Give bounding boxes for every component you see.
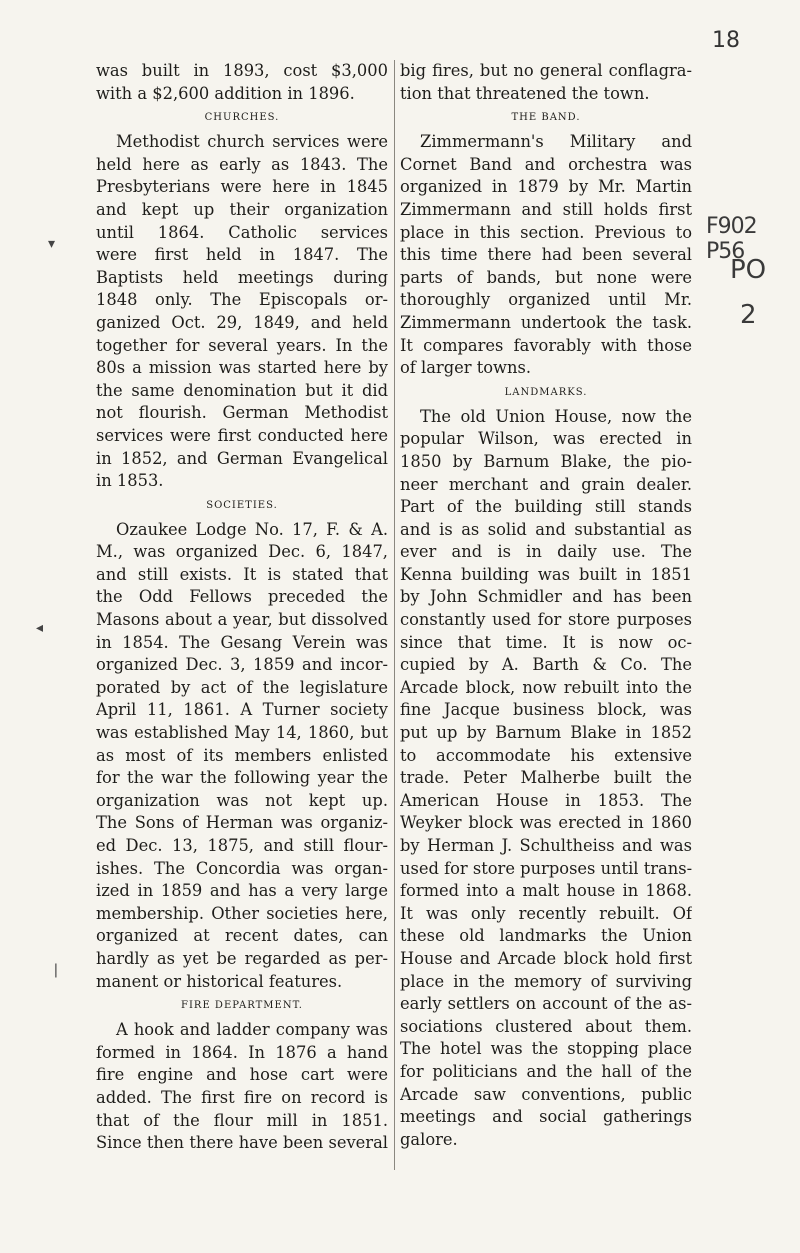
text-line: tion that threatened the town. (400, 83, 650, 103)
margin-note-po: PO (730, 255, 767, 285)
text-line: place in the memory of surviving (400, 971, 692, 991)
text-line: galore. (400, 1129, 458, 1149)
text-line: Part of the building still stands (400, 497, 692, 517)
text-line: for politicians and the hall of the (400, 1061, 692, 1081)
text-line: M., was organized Dec. 6, 1847, (96, 542, 388, 562)
text-line: Presbyterians were here in 1845 (96, 177, 388, 197)
text-line: added. The first fire on record is (96, 1087, 388, 1107)
text-line: 80s a mission was started here by (96, 358, 388, 378)
text-line: Zimmermann and still holds first (400, 199, 692, 219)
text-line: sociations clustered about them. (400, 1016, 692, 1036)
text-line: thoroughly organized until Mr. (400, 290, 692, 310)
column-divider (394, 60, 395, 1170)
band-paragraph (400, 131, 692, 380)
text-line: of larger towns. (400, 358, 532, 378)
churches-heading: CHURCHES. (204, 112, 280, 124)
text-line: trade. Peter Malherbe built the (400, 768, 692, 788)
text-line: manent or historical features. (96, 971, 343, 991)
text-line: in 1853. (96, 471, 164, 491)
text-line: the Odd Fellows preceded the (96, 587, 388, 607)
text-line: put up by Barnum Blake in 1852 (400, 723, 692, 743)
text-line: big fires, but no general conflagra- (400, 61, 692, 80)
text-line: A hook and ladder company was (116, 1020, 388, 1040)
text-line: by John Schmidler and has been (400, 587, 692, 607)
text-line: fine Jacque business block, was (400, 700, 692, 720)
margin-mark: ❘ (50, 962, 62, 978)
intro-paragraph (96, 60, 388, 105)
margin-note-two: 2 (740, 300, 757, 330)
text-line: ganized Oct. 29, 1849, and held (96, 312, 388, 332)
text-line: in 1852, and German Evangelical (96, 448, 388, 468)
text-line: hardly as yet be regarded as per- (96, 948, 388, 968)
text-line: The old Union House, now the (420, 406, 692, 426)
text-line: ishes. The Concordia was organ- (96, 858, 388, 878)
text-line: this time there had been several (400, 245, 692, 265)
text-line: together for several years. In the (96, 335, 388, 355)
fire-department-paragraph (96, 1019, 388, 1155)
text-line: and kept up their organization (96, 199, 388, 219)
text-line: the same denomination but it did (96, 380, 388, 400)
text-line: constantly used for store purposes (400, 610, 692, 630)
text-line: by Herman J. Schultheiss and was (400, 836, 692, 855)
text-line: Baptists held meetings during (96, 267, 388, 287)
text-line: 1848 only. The Episcopals or- (96, 290, 388, 310)
text-line: Weyker block was erected in 1860 (400, 813, 692, 833)
churches-paragraph (96, 131, 388, 493)
text-line: as most of its members enlisted (96, 745, 388, 765)
text-line: organized Dec. 3, 1859 and incor- (96, 655, 388, 675)
fire-department-continued (400, 60, 692, 105)
text-line: until 1864. Catholic services (96, 222, 388, 242)
text-line: Since then there have been several (96, 1133, 388, 1153)
societies-paragraph (96, 519, 388, 993)
text-line: were first held in 1847. The (96, 245, 388, 265)
text-line: to accommodate his extensive (400, 745, 692, 765)
text-line: in 1854. The Gesang Verein was (96, 632, 388, 652)
text-line: Kenna building was built in 1851 (400, 564, 692, 584)
text-line: 1850 by Barnum Blake, the pio- (400, 451, 692, 471)
text-line: Cornet Band and orchestra was (400, 154, 692, 174)
text-line: Methodist church services were (116, 132, 388, 152)
text-line: American House in 1853. The (400, 790, 692, 810)
text-line: services were first conducted here (96, 425, 388, 445)
text-line: It compares favorably with those (400, 335, 692, 355)
text-line: organized at recent dates, can (96, 926, 388, 946)
right-column (400, 60, 692, 1151)
text-line: formed into a malt house in 1868. (400, 881, 692, 901)
text-line: ed Dec. 13, 1875, and still flour- (96, 836, 388, 855)
text-line: ever and is in daily use. The (400, 542, 692, 562)
text-line: The hotel was the stopping place (400, 1039, 692, 1059)
text-line: Ozaukee Lodge No. 17, F. & A. (116, 519, 388, 539)
landmarks-paragraph (400, 406, 692, 1152)
fire-department-heading: FIRE DEPARTMENT. (181, 1000, 303, 1012)
text-line: Arcade block, now rebuilt into the (400, 677, 692, 697)
text-line: porated by act of the legislature (96, 677, 388, 697)
text-line: formed in 1864. In 1876 a hand (96, 1042, 388, 1062)
margin-note-code: F902 P56 (706, 214, 757, 264)
text-line: was established May 14, 1860, but (96, 723, 388, 743)
band-heading: THE BAND. (511, 112, 581, 124)
text-line: organized in 1879 by Mr. Martin (400, 177, 692, 197)
text-line: with a $2,600 addition in 1896. (96, 83, 355, 103)
text-line: popular Wilson, was erected in (400, 429, 692, 449)
text-line: held here as early as 1843. The (96, 154, 388, 174)
text-line: House and Arcade block hold first (400, 948, 692, 968)
left-column (96, 60, 388, 1155)
text-line: ized in 1859 and has a very large (96, 881, 388, 901)
page-number: 18 (712, 28, 740, 53)
text-line: The Sons of Herman was organiz- (96, 813, 388, 833)
text-line: and still exists. It is stated that (96, 564, 388, 584)
text-line: fire engine and hose cart were (96, 1065, 388, 1085)
text-line: Arcade saw conventions, public (400, 1084, 692, 1104)
text-line: meetings and social gatherings (400, 1107, 692, 1127)
text-line: used for store purposes until trans- (400, 858, 692, 878)
text-line: organization was not kept up. (96, 790, 388, 810)
margin-mark: ▾ (48, 236, 56, 252)
text-line: It was only recently rebuilt. Of (400, 903, 692, 923)
landmarks-heading: LANDMARKS. (504, 386, 588, 398)
text-line: membership. Other societies here, (96, 903, 388, 923)
text-line: early settlers on account of the as- (400, 994, 692, 1014)
text-line: was built in 1893, cost $3,000 (96, 61, 388, 80)
text-line: that of the flour mill in 1851. (96, 1110, 388, 1130)
text-line: since that time. It is now oc- (400, 632, 692, 652)
text-line: these old landmarks the Union (400, 926, 692, 946)
text-line: cupied by A. Barth & Co. The (400, 655, 692, 675)
text-line: Zimmermann's Military and (420, 132, 692, 152)
text-line: parts of bands, but none were (400, 267, 692, 287)
text-line: neer merchant and grain dealer. (400, 474, 692, 494)
societies-heading: SOCIETIES. (206, 499, 278, 511)
text-line: place in this section. Previous to (400, 222, 692, 242)
text-line: and is as solid and substantial as (400, 519, 692, 539)
text-line: not flourish. German Methodist (96, 403, 388, 423)
text-line: Masons about a year, but dissolved (96, 610, 388, 630)
text-line: April 11, 1861. A Turner society (96, 700, 388, 720)
text-line: Zimmermann undertook the task. (400, 312, 692, 332)
margin-mark: ◂ (36, 620, 44, 636)
text-line: for the war the following year the (96, 768, 388, 788)
